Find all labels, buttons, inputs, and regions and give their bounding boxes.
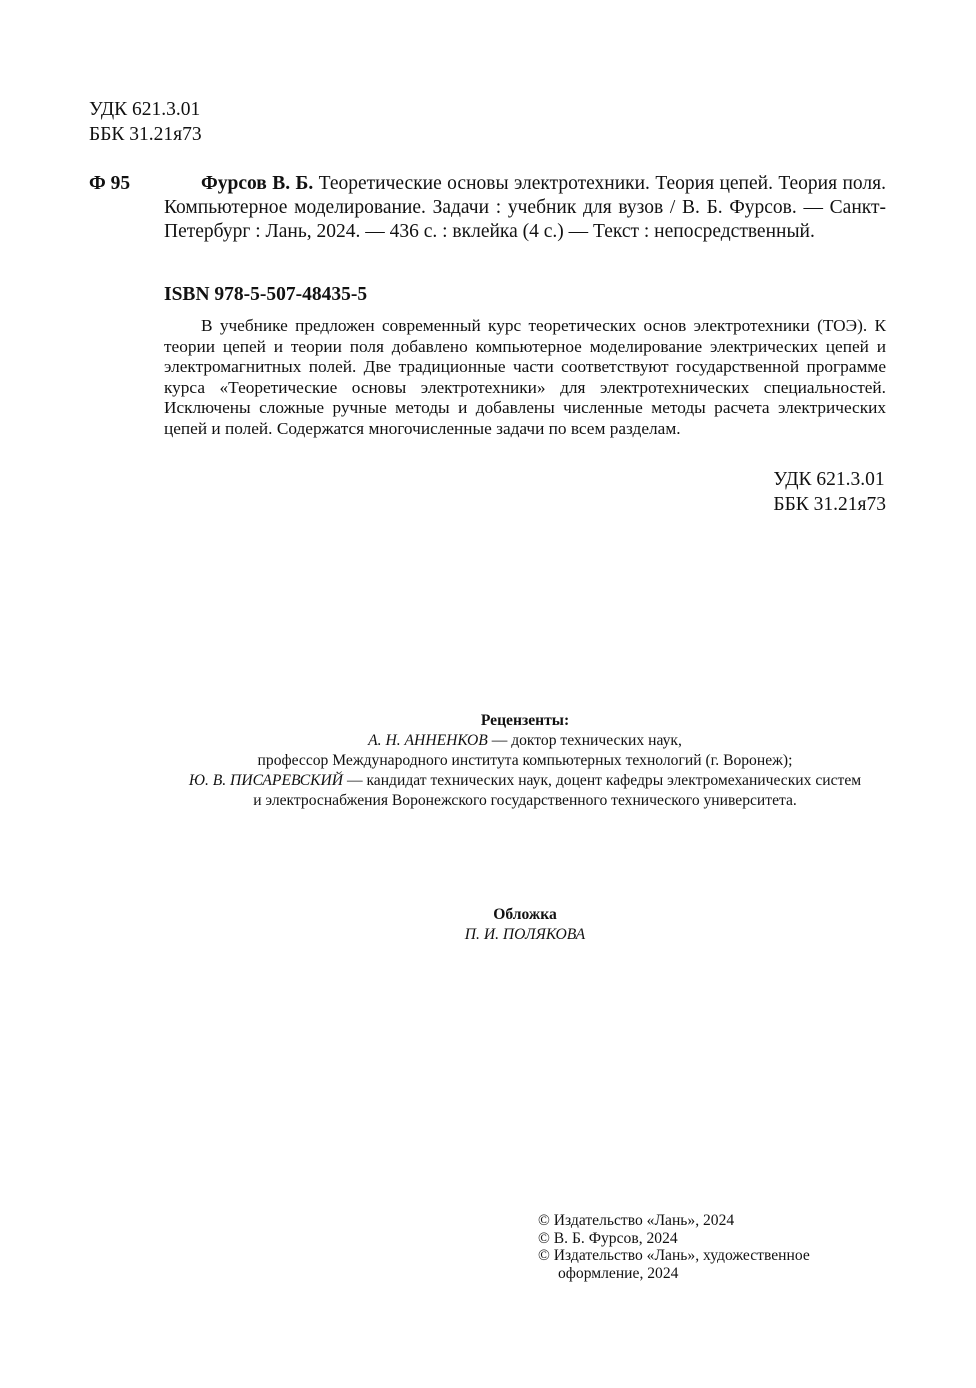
reviewer-1 (164, 731, 886, 751)
author-name: Фурсов В. Б. (201, 173, 314, 194)
reviewers-block (164, 711, 886, 811)
copyright-design-cont: оформление, 2024 (558, 1264, 679, 1282)
reviewer-2 (164, 771, 886, 791)
bbk-code-repeat: ББК 31.21я73 (773, 494, 886, 515)
author-mark: Ф 95 (89, 173, 131, 194)
reviewer-1-affiliation: профессор Международного института компьютерных технологий (г. Воронеж); (257, 752, 793, 769)
copyright-publisher: © Издательство «Лань», 2024 (538, 1212, 735, 1229)
udk-code: УДК 621.3.01 (89, 99, 201, 120)
cover-design-block (164, 905, 886, 945)
copyright-design: © Издательство «Лань», художественное (538, 1247, 810, 1264)
reviewer-2-name: Ю. В. ПИСАРЕВСКИЙ (188, 772, 344, 789)
reviewer-1-credentials: — доктор технических наук, (487, 732, 682, 749)
bibliographic-description: Теоретические основы электротехники. Теория цепей. Теория поля. Компьютерное моделирование. Задачи : учебник для вузов / В. Б. Фурсов. — Санкт-Петербург : Лань, 2024. — 436 с. : вклейка (4 с.) — Текст : непосредственный. (164, 173, 886, 242)
cover-heading: Обложка (493, 906, 557, 923)
reviewers-heading: Рецензенты: (480, 712, 570, 729)
udk-bbk-header (89, 97, 202, 147)
copyright-author: © В. Б. Фурсов, 2024 (538, 1229, 678, 1247)
udk-code-repeat: УДК 621.3.01 (773, 469, 885, 490)
reviewer-1-name: А. Н. АННЕНКОВ (368, 732, 488, 749)
annotation: В учебнике предложен современный курс теоретических основ электротехники (ТОЭ). К теории цепей и теории поля добавлено компьютерное моделирование электрических цепей и электромагнитных полей. Две традиционные части соответствуют государственной программе курса «Теоретические основы электротехники» для электротехнических специальностей. Исключены сложные ручные методы и добавлены численные методы расчета электрических цепей и полей. Содержатся многочисленные задачи по всем разделам. (164, 316, 886, 438)
bbk-code: ББК 31.21я73 (89, 124, 202, 145)
cover-designer: П. И. ПОЛЯКОВА (464, 926, 586, 943)
bibliographic-record (164, 172, 886, 244)
reviewer-2-credentials: — кандидат технических наук, доцент кафедры электромеханических систем (343, 772, 862, 789)
copyright-block (538, 1212, 810, 1282)
isbn: ISBN 978-5-507-48435-5 (164, 284, 368, 305)
udk-bbk-footer (773, 467, 886, 517)
reviewer-2-affiliation: и электроснабжения Воронежского государственного технического университета. (253, 792, 797, 809)
